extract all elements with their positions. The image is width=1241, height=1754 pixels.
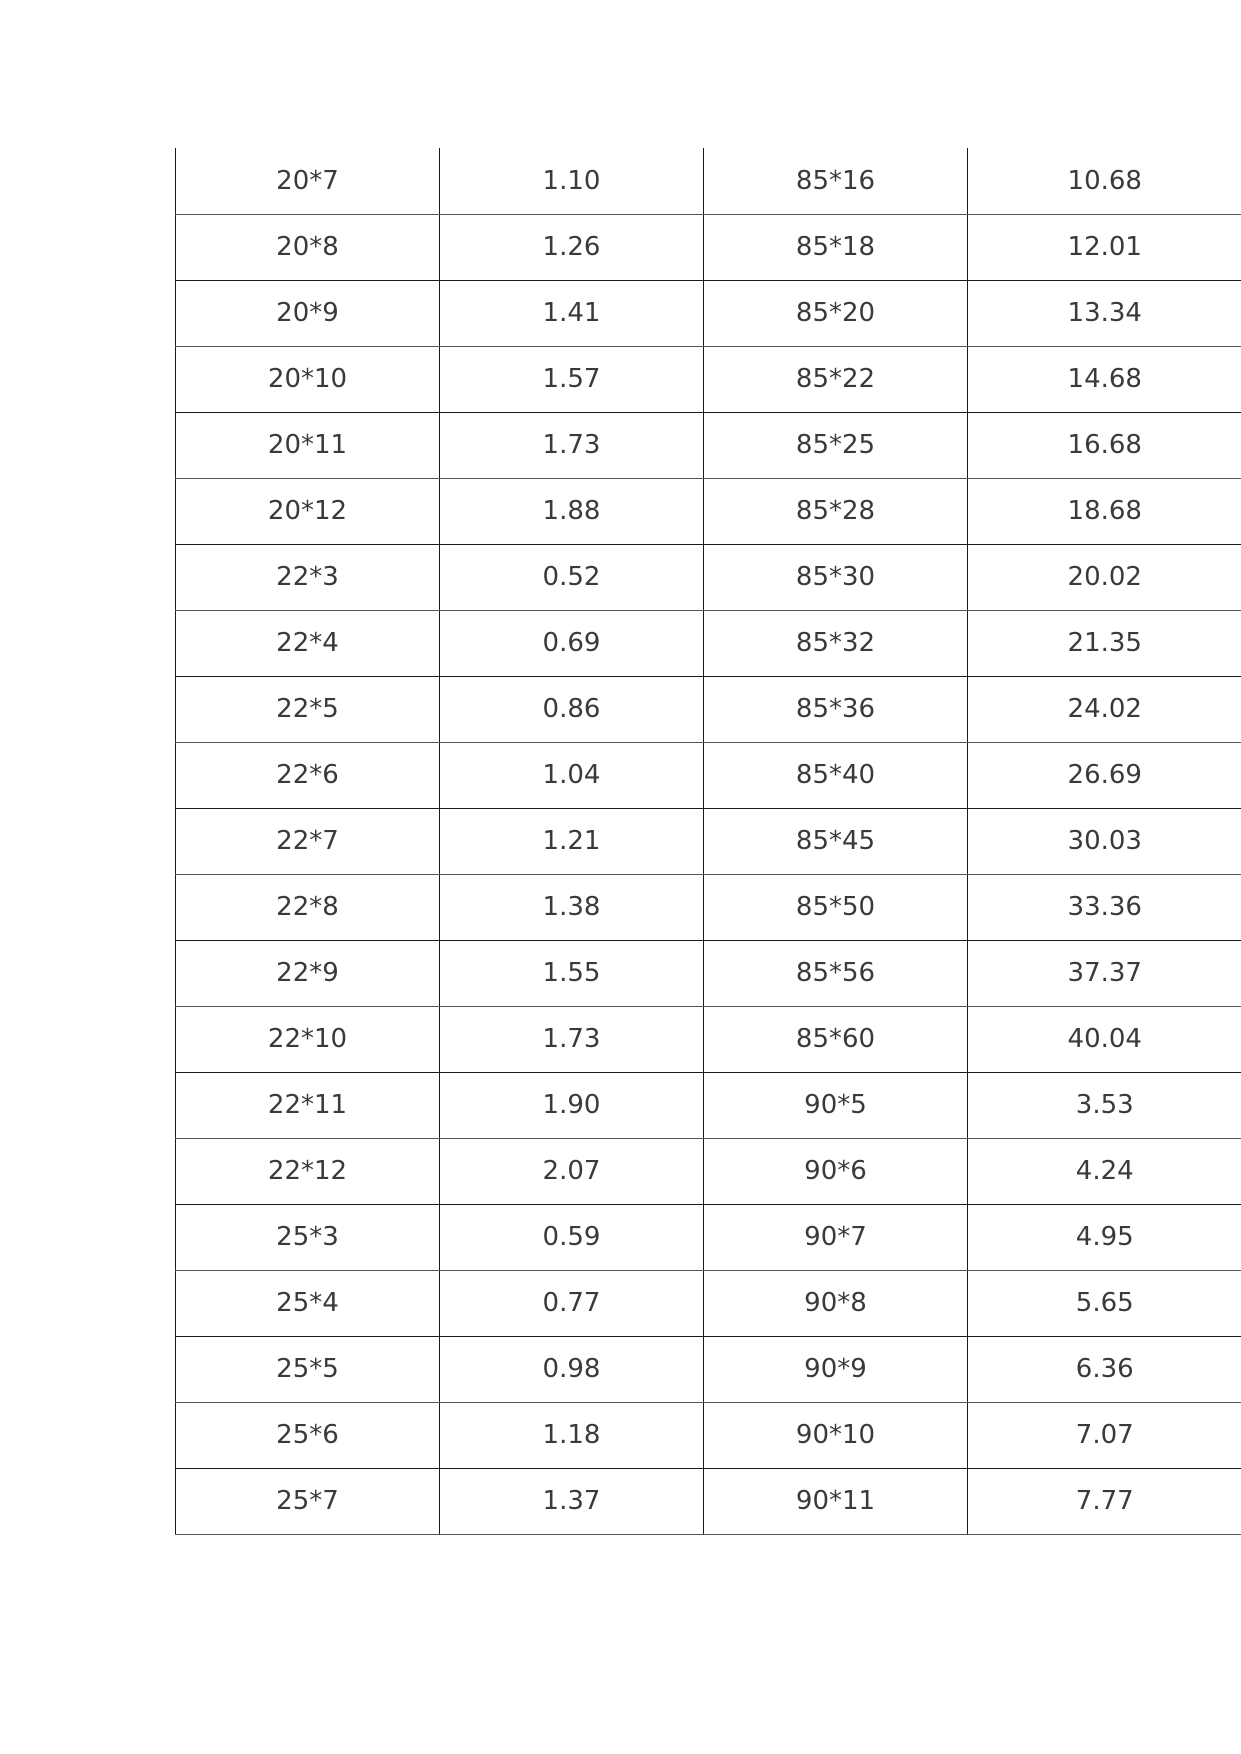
weight-cell: 1.41 [440, 280, 704, 346]
spec-cell: 85*60 [704, 1006, 968, 1072]
table-row [176, 940, 1241, 1006]
table-row [176, 214, 1241, 280]
weight-cell: 13.34 [968, 280, 1241, 346]
weight-cell: 1.73 [440, 1006, 704, 1072]
spec-cell: 90*6 [704, 1138, 968, 1204]
spec-cell: 90*7 [704, 1204, 968, 1270]
weight-cell: 33.36 [968, 874, 1241, 940]
spec-cell: 85*22 [704, 346, 968, 412]
weight-cell: 3.53 [968, 1072, 1241, 1138]
weight-cell: 7.77 [968, 1468, 1241, 1534]
weight-cell: 10.68 [968, 148, 1241, 214]
weight-cell: 1.38 [440, 874, 704, 940]
weight-cell: 5.65 [968, 1270, 1241, 1336]
weight-cell: 1.04 [440, 742, 704, 808]
weight-cell: 0.52 [440, 544, 704, 610]
table-row [176, 1072, 1241, 1138]
spec-cell: 85*32 [704, 610, 968, 676]
weight-cell: 1.10 [440, 148, 704, 214]
weight-cell: 1.73 [440, 412, 704, 478]
table-row [176, 1402, 1241, 1468]
spec-cell: 22*4 [176, 610, 440, 676]
table-row [176, 544, 1241, 610]
weight-cell: 20.02 [968, 544, 1241, 610]
table-row [176, 412, 1241, 478]
weight-cell: 0.77 [440, 1270, 704, 1336]
table-row [176, 1006, 1241, 1072]
weight-cell: 1.55 [440, 940, 704, 1006]
spec-cell: 25*7 [176, 1468, 440, 1534]
weight-cell: 26.69 [968, 742, 1241, 808]
spec-cell: 85*56 [704, 940, 968, 1006]
weight-cell: 1.90 [440, 1072, 704, 1138]
spec-cell: 25*4 [176, 1270, 440, 1336]
spec-cell: 25*5 [176, 1336, 440, 1402]
weight-cell: 18.68 [968, 478, 1241, 544]
table-row [176, 280, 1241, 346]
table-row [176, 1204, 1241, 1270]
weight-cell: 1.88 [440, 478, 704, 544]
spec-cell: 22*9 [176, 940, 440, 1006]
table-row [176, 1468, 1241, 1534]
spec-cell: 85*16 [704, 148, 968, 214]
table-row [176, 676, 1241, 742]
weight-cell: 6.36 [968, 1336, 1241, 1402]
table-row [176, 874, 1241, 940]
spec-cell: 85*25 [704, 412, 968, 478]
spec-cell: 90*11 [704, 1468, 968, 1534]
table-row [176, 742, 1241, 808]
weight-cell: 1.57 [440, 346, 704, 412]
weight-cell: 7.07 [968, 1402, 1241, 1468]
table-row [176, 1336, 1241, 1402]
weight-cell: 1.21 [440, 808, 704, 874]
weight-cell: 0.98 [440, 1336, 704, 1402]
weight-cell: 0.59 [440, 1204, 704, 1270]
spec-cell: 90*9 [704, 1336, 968, 1402]
table-row [176, 1270, 1241, 1336]
spec-cell: 20*11 [176, 412, 440, 478]
table-body [176, 148, 1241, 1534]
spec-cell: 90*10 [704, 1402, 968, 1468]
table-row [176, 478, 1241, 544]
spec-cell: 85*20 [704, 280, 968, 346]
weight-cell: 21.35 [968, 610, 1241, 676]
table-row [176, 346, 1241, 412]
spec-cell: 22*10 [176, 1006, 440, 1072]
weight-cell: 12.01 [968, 214, 1241, 280]
weight-cell: 4.24 [968, 1138, 1241, 1204]
spec-cell: 20*7 [176, 148, 440, 214]
weight-cell: 2.07 [440, 1138, 704, 1204]
spec-cell: 90*8 [704, 1270, 968, 1336]
spec-cell: 22*5 [176, 676, 440, 742]
table-row [176, 1138, 1241, 1204]
table-row [176, 610, 1241, 676]
spec-cell: 25*6 [176, 1402, 440, 1468]
weight-cell: 1.18 [440, 1402, 704, 1468]
weight-cell: 14.68 [968, 346, 1241, 412]
table-row [176, 808, 1241, 874]
spec-cell: 20*12 [176, 478, 440, 544]
weight-cell: 30.03 [968, 808, 1241, 874]
spec-cell: 22*6 [176, 742, 440, 808]
spec-cell: 20*10 [176, 346, 440, 412]
spec-cell: 20*9 [176, 280, 440, 346]
weight-cell: 16.68 [968, 412, 1241, 478]
weight-cell: 40.04 [968, 1006, 1241, 1072]
spec-cell: 90*5 [704, 1072, 968, 1138]
spec-cell: 22*12 [176, 1138, 440, 1204]
spec-cell: 22*8 [176, 874, 440, 940]
weight-cell: 4.95 [968, 1204, 1241, 1270]
weight-cell: 0.86 [440, 676, 704, 742]
table-row [176, 148, 1241, 214]
spec-cell: 22*11 [176, 1072, 440, 1138]
spec-cell: 22*7 [176, 808, 440, 874]
spec-cell: 20*8 [176, 214, 440, 280]
spec-cell: 85*45 [704, 808, 968, 874]
weight-cell: 1.37 [440, 1468, 704, 1534]
spec-weight-table [175, 148, 1241, 1535]
spec-cell: 25*3 [176, 1204, 440, 1270]
spec-cell: 85*40 [704, 742, 968, 808]
spec-cell: 85*30 [704, 544, 968, 610]
weight-cell: 37.37 [968, 940, 1241, 1006]
weight-cell: 24.02 [968, 676, 1241, 742]
spec-cell: 85*18 [704, 214, 968, 280]
spec-cell: 22*3 [176, 544, 440, 610]
spec-cell: 85*28 [704, 478, 968, 544]
weight-cell: 0.69 [440, 610, 704, 676]
spec-cell: 85*36 [704, 676, 968, 742]
spec-cell: 85*50 [704, 874, 968, 940]
weight-cell: 1.26 [440, 214, 704, 280]
